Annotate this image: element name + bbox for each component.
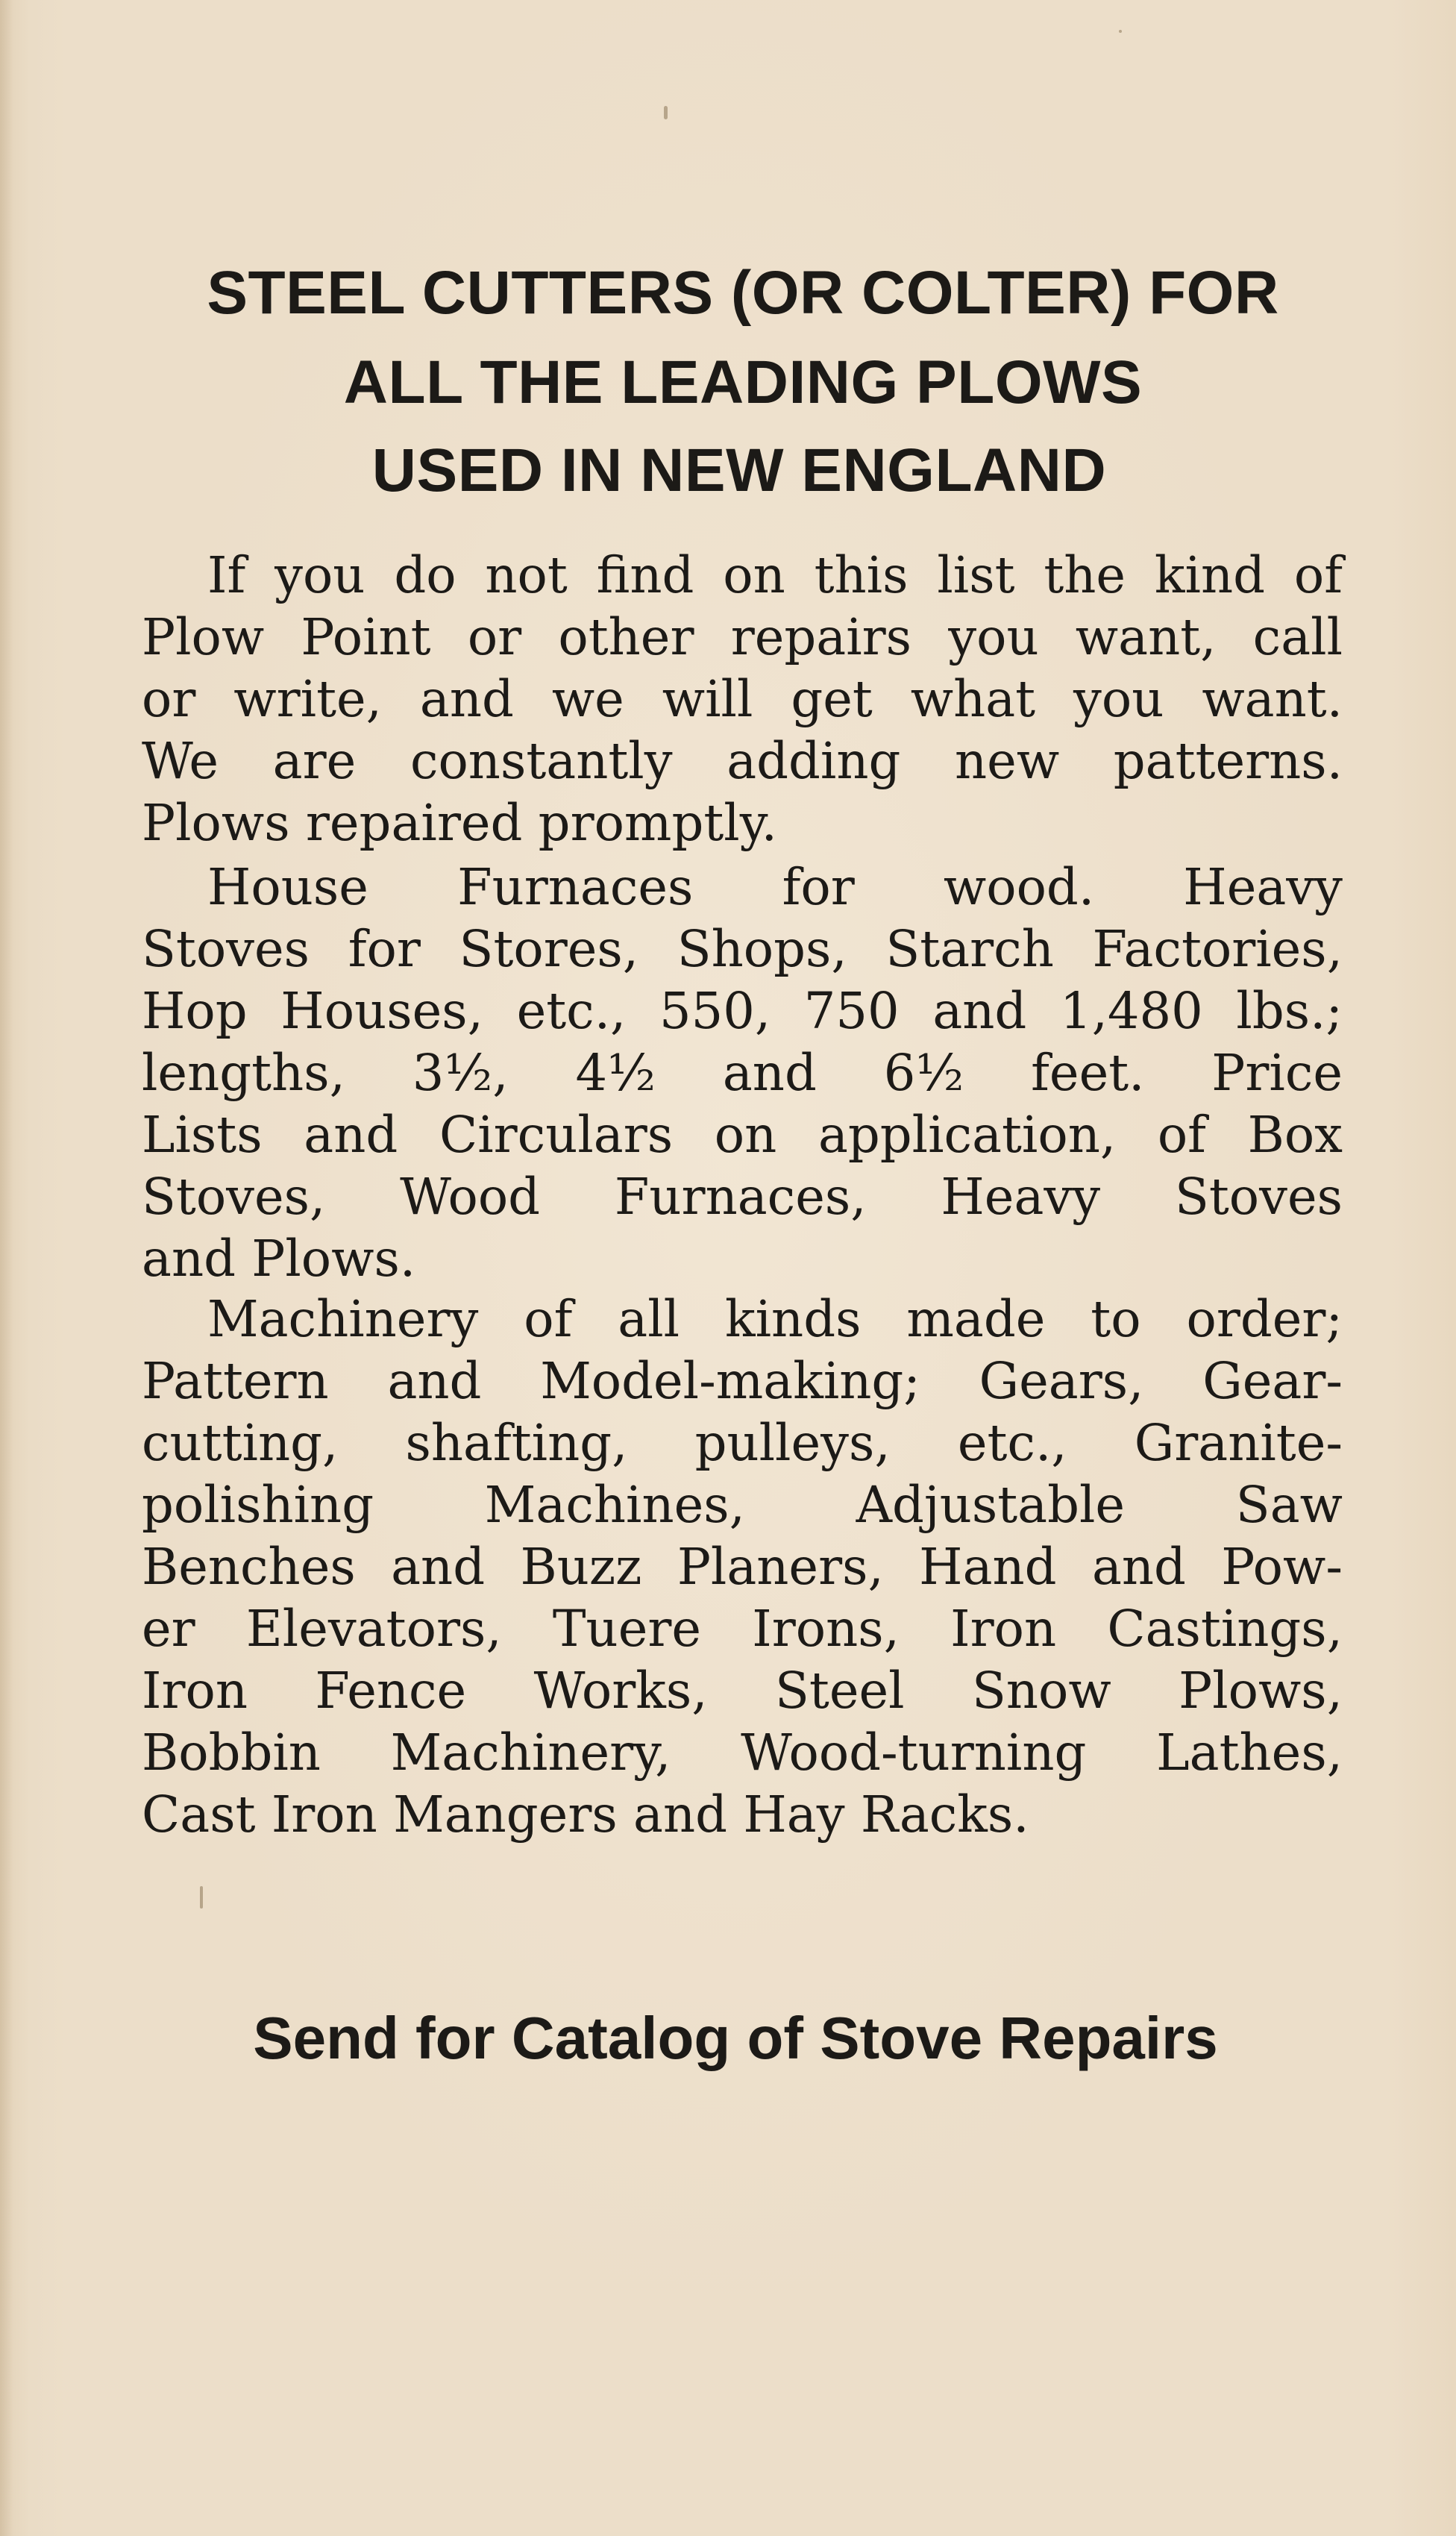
paragraph-line: cutting, shafting, pulleys, etc., Granite- — [142, 1414, 1343, 1472]
paragraph-line: Stoves for Stores, Shops, Starch Factories, — [142, 920, 1343, 978]
paragraph-line: Bobbin Machinery, Wood-turning Lathes, — [142, 1723, 1343, 1782]
footer-catalog-notice: Send for Catalog of Stove Repairs — [253, 2005, 1218, 2071]
paragraph-line: Plow Point or other repairs you want, call — [142, 608, 1343, 666]
paragraph-machinery — [142, 1289, 1343, 1846]
paragraph-line: lengths, 3½, 4½ and 6½ feet. Price — [142, 1044, 1343, 1102]
heading-line-1: STEEL CUTTERS (OR COLTER) FOR — [207, 259, 1279, 327]
paragraph-line: Machinery of all kinds made to order; — [207, 1290, 1343, 1348]
paragraph-line: We are constantly adding new patterns. — [142, 732, 1343, 790]
paragraph-line: Plows repaired promptly. — [142, 794, 777, 852]
paragraph-line: Cast Iron Mangers and Hay Racks. — [142, 1785, 1029, 1844]
paragraph-line: If you do not find on this list the kind of — [207, 546, 1343, 604]
paper-speck — [664, 106, 668, 119]
paragraph-line: Hop Houses, etc., 550, 750 and 1,480 lbs.; — [142, 982, 1343, 1040]
paragraph-line: Iron Fence Works, Steel Snow Plows, — [142, 1662, 1343, 1720]
paragraph-furnaces — [142, 857, 1343, 1290]
heading-line-2: ALL THE LEADING PLOWS — [343, 348, 1143, 416]
paragraph-line: polishing Machines, Adjustable Saw — [142, 1476, 1343, 1534]
paragraph-repairs — [142, 545, 1343, 854]
paper-speck — [200, 1886, 203, 1909]
paragraph-line: Benches and Buzz Planers, Hand and Pow- — [142, 1538, 1343, 1596]
paragraph-line: er Elevators, Tuere Irons, Iron Castings, — [142, 1600, 1343, 1658]
heading-line-3: USED IN NEW ENGLAND — [371, 436, 1107, 504]
paragraph-line: Stoves, Wood Furnaces, Heavy Stoves — [142, 1168, 1343, 1226]
paragraph-line: Pattern and Model-making; Gears, Gear- — [142, 1352, 1343, 1410]
paragraph-line: House Furnaces for wood. Heavy — [207, 858, 1343, 916]
paragraph-line: and Plows. — [142, 1230, 416, 1288]
paper-speck — [1119, 30, 1122, 33]
paragraph-line: Lists and Circulars on application, of Box — [142, 1106, 1343, 1164]
paragraph-line: or write, and we will get what you want. — [142, 670, 1343, 728]
